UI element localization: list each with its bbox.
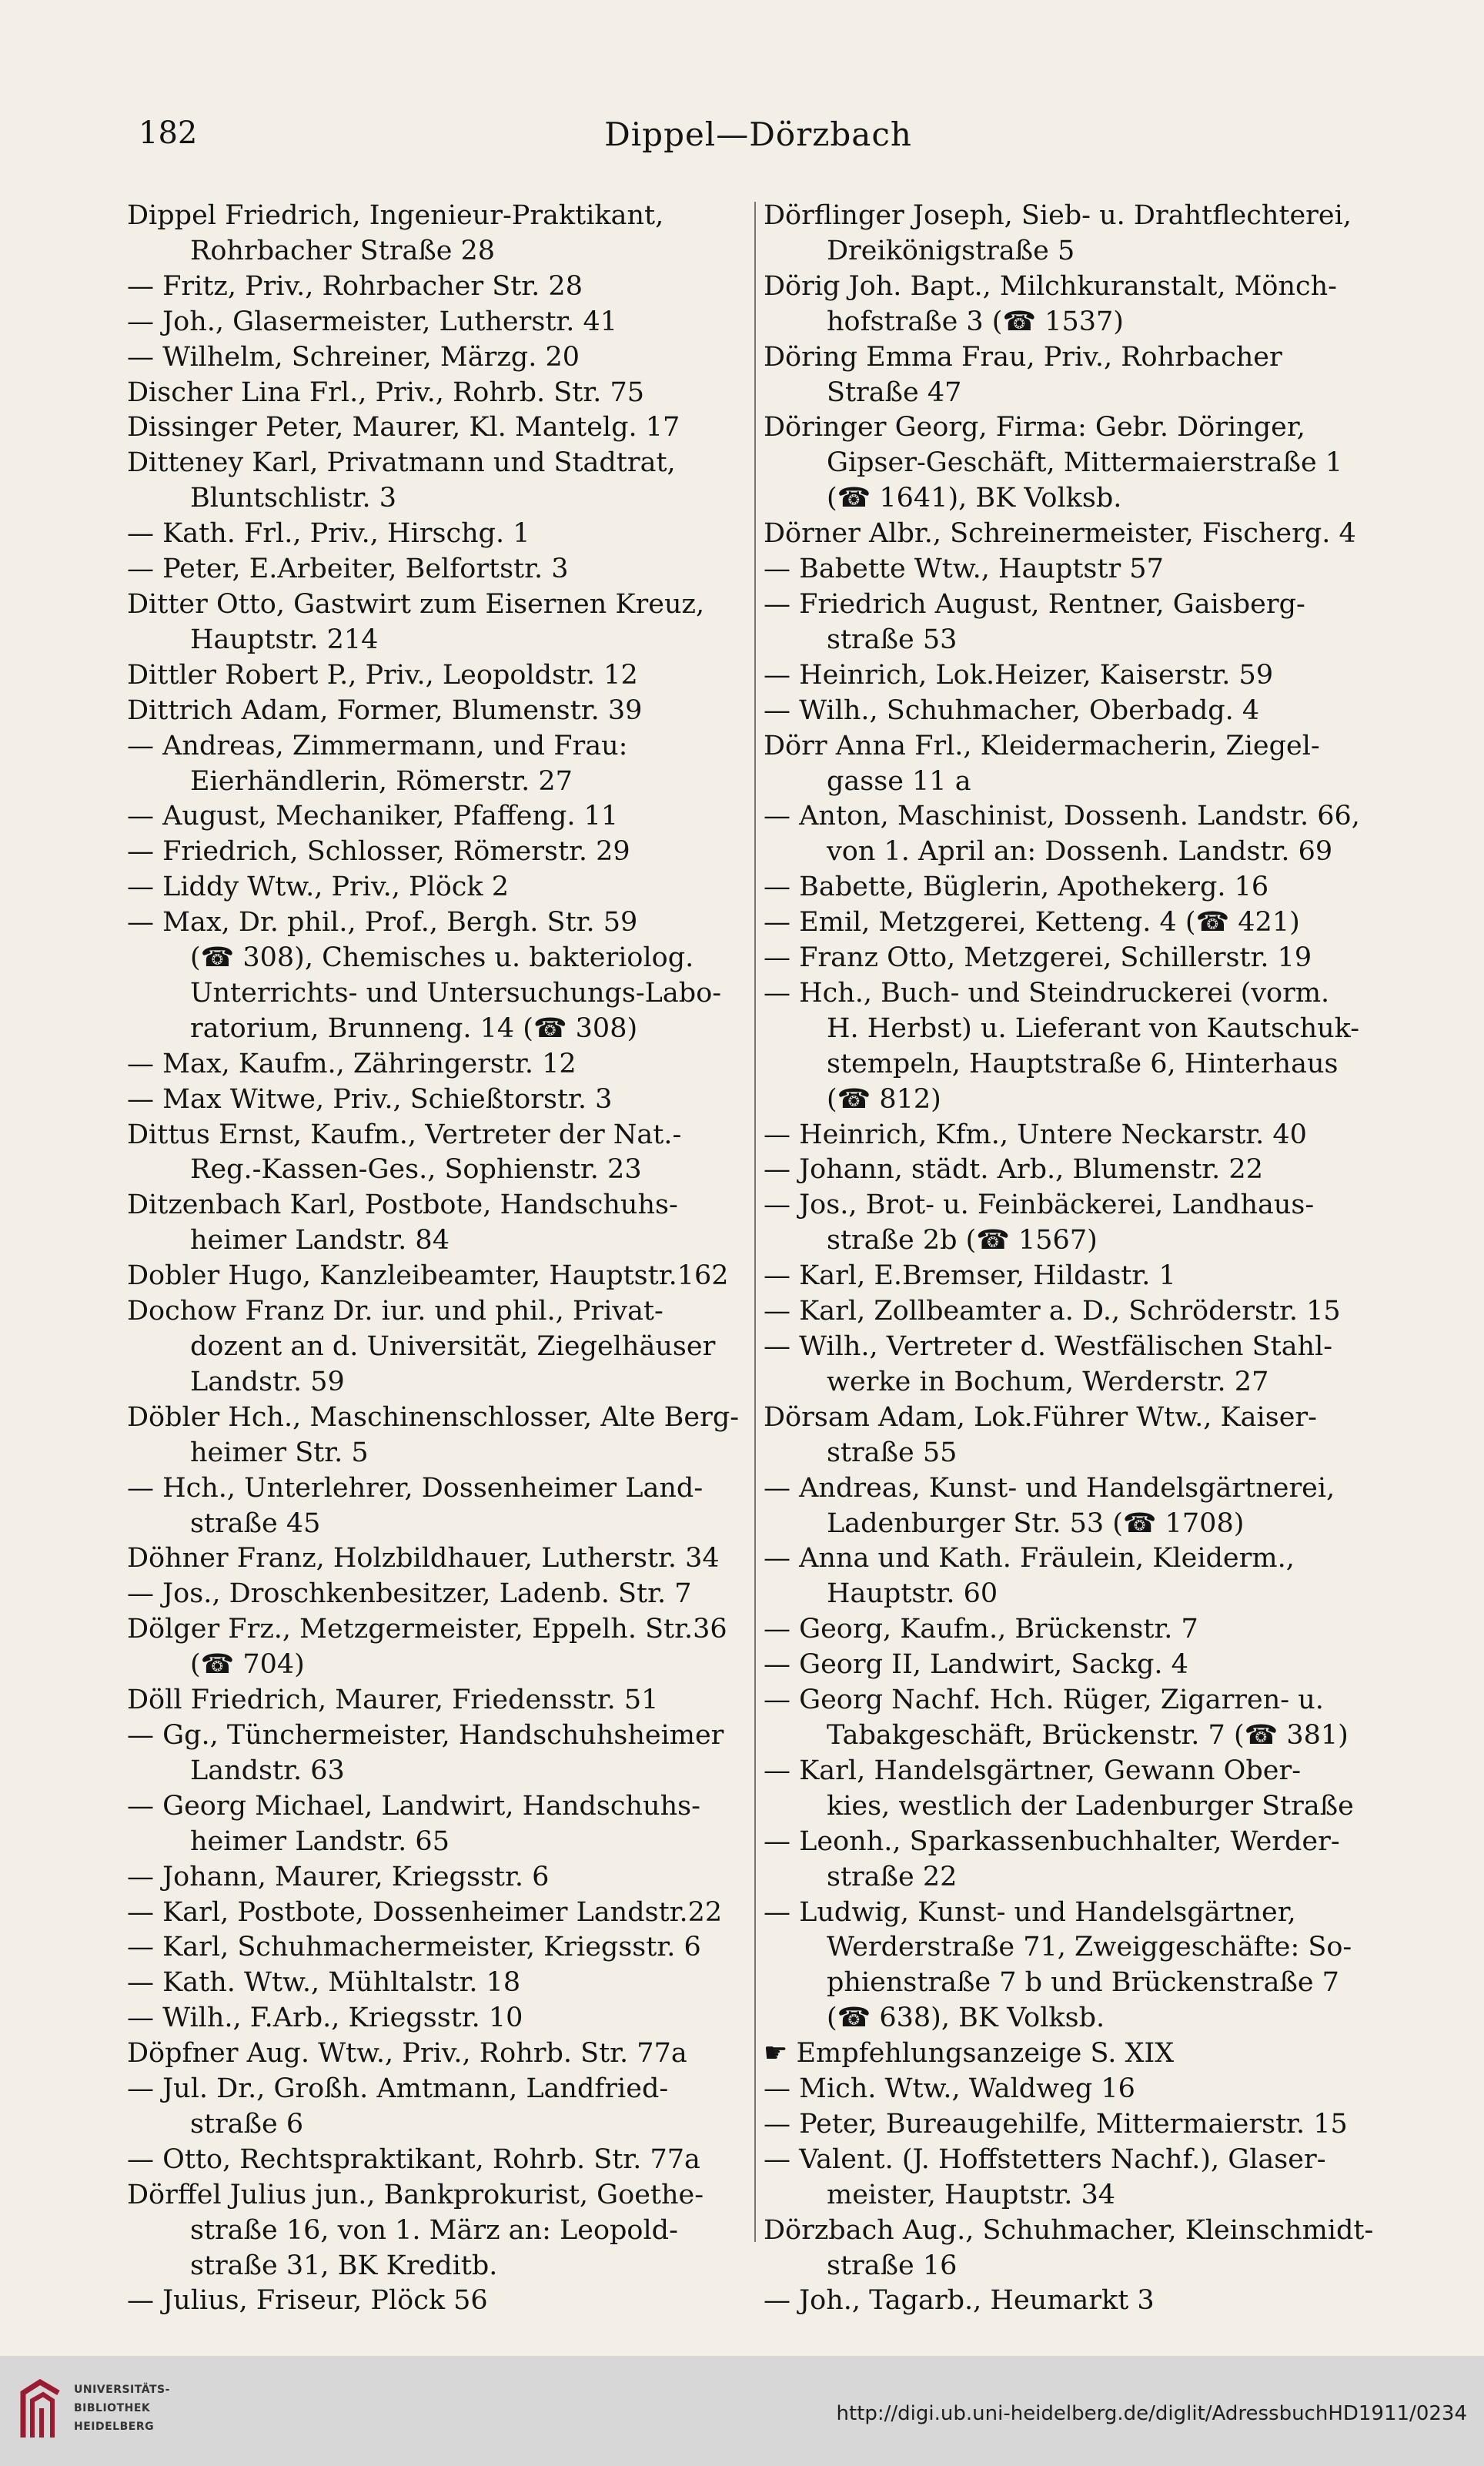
directory-entry — [127, 2001, 747, 2036]
entry-line: — Babette Wtw., Hauptstr 57 — [764, 554, 1164, 585]
directory-entry — [764, 2072, 1383, 2107]
entry-line: — Andreas, Kunst- und Handelsgärtnerei, — [764, 1472, 1335, 1504]
entry-line: — Karl, Handelsgärtner, Gewann Ober- — [764, 1755, 1302, 1786]
directory-entry — [764, 2036, 1383, 2072]
entry-line: Ditteney Karl, Privatmann und Stadtrat, — [127, 447, 676, 479]
directory-entry — [127, 552, 747, 587]
entry-line: — Karl, E.Bremser, Hildastr. 1 — [764, 1260, 1176, 1292]
entry-line: Döll Friedrich, Maurer, Friedensstr. 51 — [127, 1685, 659, 1716]
entry-continuation-line: (☎ 812) — [827, 1083, 941, 1115]
logo-line: HEIDELBERG — [74, 2421, 155, 2433]
directory-entry — [127, 1400, 747, 1471]
entry-line: Ditzenbach Karl, Postbote, Handschuhs- — [127, 1190, 678, 1221]
entry-continuation-line: werke in Bochum, Werderstr. 27 — [827, 1366, 1269, 1397]
entry-line: — August, Mechaniker, Pfaffeng. 11 — [127, 801, 619, 832]
directory-entry — [127, 1577, 747, 1612]
entry-line: Dittus Ernst, Kaufm., Vertreter der Nat.- — [127, 1119, 682, 1150]
entry-line: — Jul. Dr., Großh. Amtmann, Landfried- — [127, 2073, 669, 2105]
entry-line: Dochow Franz Dr. iur. und phil., Privat- — [127, 1296, 663, 1327]
entry-line: Döringer Georg, Firma: Gebr. Döringer, — [764, 412, 1305, 443]
entry-line: Dissinger Peter, Maurer, Kl. Mantelg. 17 — [127, 412, 680, 443]
entry-line: Dörig Joh. Bapt., Milchkuranstalt, Mönch- — [764, 270, 1337, 302]
page-header — [139, 115, 1378, 169]
directory-entry — [764, 410, 1383, 517]
entry-continuation-line: Unterrichts- und Untersuchungs-Labo- — [190, 977, 722, 1009]
entry-continuation-line: stempeln, Hauptstraße 6, Hinterhaus — [827, 1048, 1339, 1079]
entry-line: — Max, Dr. phil., Prof., Bergh. Str. 59 — [127, 907, 638, 939]
directory-entry — [127, 2284, 747, 2319]
entry-line: — Wilh., Schuhmacher, Oberbadg. 4 — [764, 694, 1260, 726]
directory-entry — [127, 835, 747, 870]
entry-line: — Friedrich August, Rentner, Gaisberg- — [764, 588, 1305, 620]
entry-line: — Karl, Zollbeamter a. D., Schröderstr. 15 — [764, 1296, 1341, 1327]
entry-line: — Otto, Rechtspraktikant, Rohrb. Str. 77a — [127, 2143, 700, 2175]
directory-entry — [127, 905, 747, 1047]
entry-continuation-line: (☎ 638), BK Volksb. — [827, 2003, 1105, 2034]
directory-entry — [127, 2143, 747, 2178]
library-logo-icon — [17, 2377, 65, 2442]
directory-entry — [127, 1896, 747, 1931]
entry-continuation-line: (☎ 704) — [190, 1649, 305, 1681]
entry-line: Dittrich Adam, Former, Blumenstr. 39 — [127, 694, 643, 726]
entry-line: Dittler Robert P., Priv., Leopoldstr. 12 — [127, 659, 638, 691]
entry-line: Dörzbach Aug., Schuhmacher, Kleinschmidt- — [764, 2214, 1374, 2246]
entry-line: Döpfner Aug. Wtw., Priv., Rohrb. Str. 77a — [127, 2038, 687, 2069]
directory-entry — [764, 1612, 1383, 1648]
directory-entry — [764, 587, 1383, 658]
entry-line: — Fritz, Priv., Rohrbacher Str. 28 — [127, 270, 583, 302]
entry-line: Dörner Albr., Schreinermeister, Fischerg. 4 — [764, 518, 1356, 550]
directory-entry — [764, 1471, 1383, 1542]
entry-continuation-line: ratorium, Brunneng. 14 (☎ 308) — [190, 1012, 638, 1044]
directory-entry — [127, 1541, 747, 1577]
directory-entry — [764, 870, 1383, 905]
entry-continuation-line: Hauptstr. 60 — [827, 1578, 998, 1610]
entry-line: — Georg Michael, Landwirt, Handschuhs- — [127, 1790, 700, 1822]
entry-continuation-line: von 1. April an: Dossenh. Landstr. 69 — [827, 836, 1333, 868]
directory-entry — [764, 1259, 1383, 1294]
directory-entry — [127, 446, 747, 517]
entry-line: — Emil, Metzgerei, Ketteng. 4 (☎ 421) — [764, 907, 1300, 939]
entry-line: — Joh., Tagarb., Heumarkt 3 — [764, 2285, 1155, 2317]
entry-line: — Max Witwe, Priv., Schießtorstr. 3 — [127, 1083, 613, 1115]
directory-entry — [764, 1896, 1383, 2037]
directory-entry — [764, 729, 1383, 800]
directory-entry — [127, 2072, 747, 2143]
entry-continuation-line: straße 55 — [827, 1437, 958, 1468]
directory-entry — [764, 2107, 1383, 2143]
directory-entry — [127, 199, 747, 269]
directory-entry — [127, 1082, 747, 1118]
directory-entry — [764, 2143, 1383, 2213]
entry-line: — Valent. (J. Hoffstetters Nachf.), Glaser- — [764, 2143, 1326, 2175]
directory-entry — [127, 1188, 747, 1259]
page-number: 182 — [139, 115, 198, 151]
entry-line: — Peter, E.Arbeiter, Belfortstr. 3 — [127, 554, 569, 585]
entry-continuation-line: straße 22 — [827, 1861, 958, 1892]
entry-line: — Georg, Kaufm., Brückenstr. 7 — [764, 1614, 1198, 1645]
entry-line: Dölger Frz., Metzgermeister, Eppelh. Str.36 — [127, 1614, 727, 1645]
directory-entry — [764, 658, 1383, 694]
entry-line: — Liddy Wtw., Priv., Plöck 2 — [127, 872, 509, 903]
entry-line: — Babette, Büglerin, Apothekerg. 16 — [764, 872, 1269, 903]
running-head: Dippel—Dörzbach — [604, 115, 912, 153]
entry-line: — Karl, Postbote, Dossenheimer Landstr.22 — [127, 1896, 723, 1928]
directory-entry — [764, 1648, 1383, 1683]
entry-line: Discher Lina Frl., Priv., Rohrb. Str. 75 — [127, 376, 645, 408]
entry-line: — Wilhelm, Schreiner, Märzg. 20 — [127, 341, 580, 373]
directory-entry — [764, 2213, 1383, 2284]
directory-entry — [127, 517, 747, 552]
entry-line: — Gg., Tünchermeister, Handschuhsheimer — [127, 1719, 724, 1751]
entry-continuation-line: kies, westlich der Ladenburger Straße — [827, 1790, 1354, 1822]
logo-line: UNIVERSITÄTS- — [74, 2384, 170, 2396]
directory-entry — [127, 2036, 747, 2072]
entry-continuation-line: straße 31, BK Kreditb. — [190, 2250, 498, 2281]
entry-line: — Joh., Glasermeister, Lutherstr. 41 — [127, 306, 618, 337]
entry-continuation-line: dozent an d. Universität, Ziegelhäuser — [190, 1331, 716, 1362]
directory-entry — [127, 658, 747, 694]
entry-line: — Karl, Schuhmachermeister, Kriegsstr. 6 — [127, 1932, 701, 1963]
entry-continuation-line: Gipser-Geschäft, Mittermaierstraße 1 — [827, 447, 1343, 479]
entry-line: — Kath. Wtw., Mühltalstr. 18 — [127, 1967, 521, 1999]
entry-continuation-line: hofstraße 3 (☎ 1537) — [827, 306, 1124, 337]
entry-line: — Franz Otto, Metzgerei, Schillerstr. 19 — [764, 942, 1312, 974]
entry-continuation-line: Bluntschlistr. 3 — [190, 483, 396, 514]
directory-entry — [127, 587, 747, 658]
directory-entry — [764, 1683, 1383, 1754]
directory-entry — [127, 1047, 747, 1082]
directory-entry — [764, 1541, 1383, 1612]
directory-entry — [127, 1612, 747, 1683]
entry-line: — Georg II, Landwirt, Sackg. 4 — [764, 1649, 1188, 1681]
entry-line: — Heinrich, Kfm., Untere Neckarstr. 40 — [764, 1119, 1307, 1150]
entry-continuation-line: Rohrbacher Straße 28 — [190, 235, 496, 266]
entry-line: — Anna und Kath. Fräulein, Kleiderm., — [764, 1543, 1295, 1574]
directory-entry — [127, 799, 747, 835]
entry-continuation-line: Tabakgeschäft, Brückenstr. 7 (☎ 381) — [827, 1719, 1349, 1751]
entry-line: — Friedrich, Schlosser, Römerstr. 29 — [127, 836, 630, 868]
directory-entry — [127, 1259, 747, 1294]
logo-line: BIBLIOTHEK — [74, 2402, 151, 2414]
directory-entry — [764, 1118, 1383, 1153]
directory-entry — [764, 1330, 1383, 1400]
entry-line: ☛ Empfehlungsanzeige S. XIX — [764, 2038, 1175, 2069]
entry-line: Dörffel Julius jun., Bankprokurist, Goethe- — [127, 2179, 704, 2210]
directory-entry — [764, 199, 1383, 269]
directory-entry — [127, 1294, 747, 1400]
directory-entry — [764, 1754, 1383, 1825]
directory-entry — [764, 976, 1383, 1118]
directory-entry — [127, 305, 747, 340]
directory-entry — [127, 1860, 747, 1896]
entry-line: — Wilh., Vertreter d. Westfälischen Stahl- — [764, 1331, 1333, 1362]
entry-continuation-line: (☎ 1641), BK Volksb. — [827, 483, 1122, 514]
directory-entry — [764, 552, 1383, 587]
entry-continuation-line: heimer Landstr. 65 — [190, 1825, 450, 1857]
directory-entry — [764, 517, 1383, 552]
entry-continuation-line: meister, Hauptstr. 34 — [827, 2179, 1116, 2210]
entry-line: — Kath. Frl., Priv., Hirschg. 1 — [127, 518, 530, 550]
entry-continuation-line: Landstr. 63 — [190, 1755, 345, 1786]
entry-continuation-line: Dreikönigstraße 5 — [827, 235, 1075, 266]
entry-line: — Julius, Friseur, Plöck 56 — [127, 2285, 488, 2317]
entry-line: — Hch., Unterlehrer, Dossenheimer Land- — [127, 1472, 704, 1504]
directory-entry — [764, 1188, 1383, 1259]
directory-entry — [127, 340, 747, 376]
column-divider — [754, 202, 756, 2242]
entry-line: Ditter Otto, Gastwirt zum Eisernen Kreuz, — [127, 588, 705, 620]
entry-continuation-line: Hauptstr. 214 — [190, 624, 379, 655]
entry-line: Dippel Friedrich, Ingenieur-Praktikant, — [127, 200, 664, 231]
entry-continuation-line: H. Herbst) u. Lieferant von Kautschuk- — [827, 1012, 1360, 1044]
entry-continuation-line: straße 53 — [827, 624, 958, 655]
entry-line: Dörflinger Joseph, Sieb- u. Drahtflechterei, — [764, 200, 1352, 231]
entry-continuation-line: straße 16, von 1. März an: Leopold- — [190, 2214, 678, 2246]
entry-line: — Hch., Buch- und Steindruckerei (vorm. — [764, 977, 1330, 1009]
entry-continuation-line: straße 16 — [827, 2250, 958, 2281]
directory-entry — [127, 729, 747, 800]
directory-entry — [764, 1153, 1383, 1188]
entry-line: — Peter, Bureaugehilfe, Mittermaierstr. 15 — [764, 2108, 1348, 2140]
directory-entry — [127, 694, 747, 729]
directory-entry — [127, 1966, 747, 2001]
directory-entry — [764, 694, 1383, 729]
directory-entry — [764, 941, 1383, 976]
entry-continuation-line: Straße 47 — [827, 376, 962, 408]
library-logo-text — [74, 2381, 170, 2436]
entry-line: — Max, Kaufm., Zähringerstr. 12 — [127, 1048, 577, 1079]
directory-entry — [127, 870, 747, 905]
entry-line: — Andreas, Zimmermann, und Frau: — [127, 730, 628, 761]
directory-entry — [127, 1718, 747, 1789]
entry-line: Dörr Anna Frl., Kleidermacherin, Ziegel- — [764, 730, 1320, 761]
entry-continuation-line: Ladenburger Str. 53 (☎ 1708) — [827, 1507, 1245, 1539]
entry-line: — Jos., Droschkenbesitzer, Ladenb. Str. 7 — [127, 1578, 692, 1610]
entry-continuation-line: heimer Landstr. 84 — [190, 1225, 450, 1256]
entry-continuation-line: gasse 11 a — [827, 765, 971, 797]
entry-line: Dörsam Adam, Lok.Führer Wtw., Kaiser- — [764, 1401, 1317, 1433]
entry-line: — Johann, Maurer, Kriegsstr. 6 — [127, 1861, 550, 1892]
entry-line: — Leonh., Sparkassenbuchhalter, Werder- — [764, 1825, 1340, 1857]
entry-continuation-line: Werderstraße 71, Zweiggeschäfte: So- — [827, 1932, 1352, 1963]
entry-continuation-line: Eierhändlerin, Römerstr. 27 — [190, 765, 573, 797]
source-url-link[interactable]: http://digi.ub.uni-heidelberg.de/diglit/AdressbuchHD1911/0234 — [836, 2402, 1467, 2425]
entry-line: Dobler Hugo, Kanzleibeamter, Hauptstr.162 — [127, 1260, 729, 1292]
entry-line: Döbler Hch., Maschinenschlosser, Alte Berg- — [127, 1401, 740, 1433]
viewer-footer — [0, 2356, 1484, 2466]
entry-continuation-line: straße 6 — [190, 2108, 304, 2140]
entry-continuation-line: Reg.-Kassen-Ges., Sophienstr. 23 — [190, 1154, 642, 1186]
directory-entry — [127, 2178, 747, 2284]
directory-entry — [764, 905, 1383, 941]
entry-continuation-line: Landstr. 59 — [190, 1366, 345, 1397]
entry-continuation-line: straße 45 — [190, 1507, 321, 1539]
entry-continuation-line: heimer Str. 5 — [190, 1437, 369, 1468]
directory-entry — [127, 1930, 747, 1966]
directory-entry — [764, 2284, 1383, 2319]
entry-line: — Georg Nachf. Hch. Rüger, Zigarren- u. — [764, 1685, 1324, 1716]
entry-continuation-line: phienstraße 7 b und Brückenstraße 7 — [827, 1967, 1339, 1999]
directory-entry — [127, 1789, 747, 1860]
entry-line: — Anton, Maschinist, Dossenh. Landstr. 66, — [764, 801, 1360, 832]
directory-entry — [127, 1118, 747, 1189]
entry-line: — Jos., Brot- u. Feinbäckerei, Landhaus- — [764, 1190, 1315, 1221]
entry-line: — Heinrich, Lok.Heizer, Kaiserstr. 59 — [764, 659, 1274, 691]
directory-entry — [127, 376, 747, 411]
entry-line: — Ludwig, Kunst- und Handelsgärtner, — [764, 1896, 1296, 1928]
directory-entry — [127, 1471, 747, 1542]
library-logo[interactable] — [17, 2376, 186, 2445]
entry-line: Döhner Franz, Holzbildhauer, Lutherstr. 34 — [127, 1543, 720, 1574]
entry-line: Döring Emma Frau, Priv., Rohrbacher — [764, 341, 1282, 373]
entry-continuation-line: straße 2b (☎ 1567) — [827, 1225, 1098, 1256]
directory-entry — [764, 1825, 1383, 1896]
entry-line: — Mich. Wtw., Waldweg 16 — [764, 2073, 1135, 2105]
directory-entry — [764, 340, 1383, 411]
directory-entry — [127, 1683, 747, 1718]
left-column — [127, 199, 747, 2319]
directory-entry — [764, 1400, 1383, 1471]
directory-entry — [127, 269, 747, 305]
entry-continuation-line: (☎ 308), Chemisches u. bakteriolog. — [190, 942, 694, 974]
directory-entry — [764, 799, 1383, 870]
directory-entry — [764, 269, 1383, 340]
entry-line: — Johann, städt. Arb., Blumenstr. 22 — [764, 1154, 1263, 1186]
right-column — [764, 199, 1383, 2319]
directory-entry — [764, 1294, 1383, 1330]
entry-line: — Wilh., F.Arb., Kriegsstr. 10 — [127, 2003, 523, 2034]
directory-entry — [127, 410, 747, 446]
